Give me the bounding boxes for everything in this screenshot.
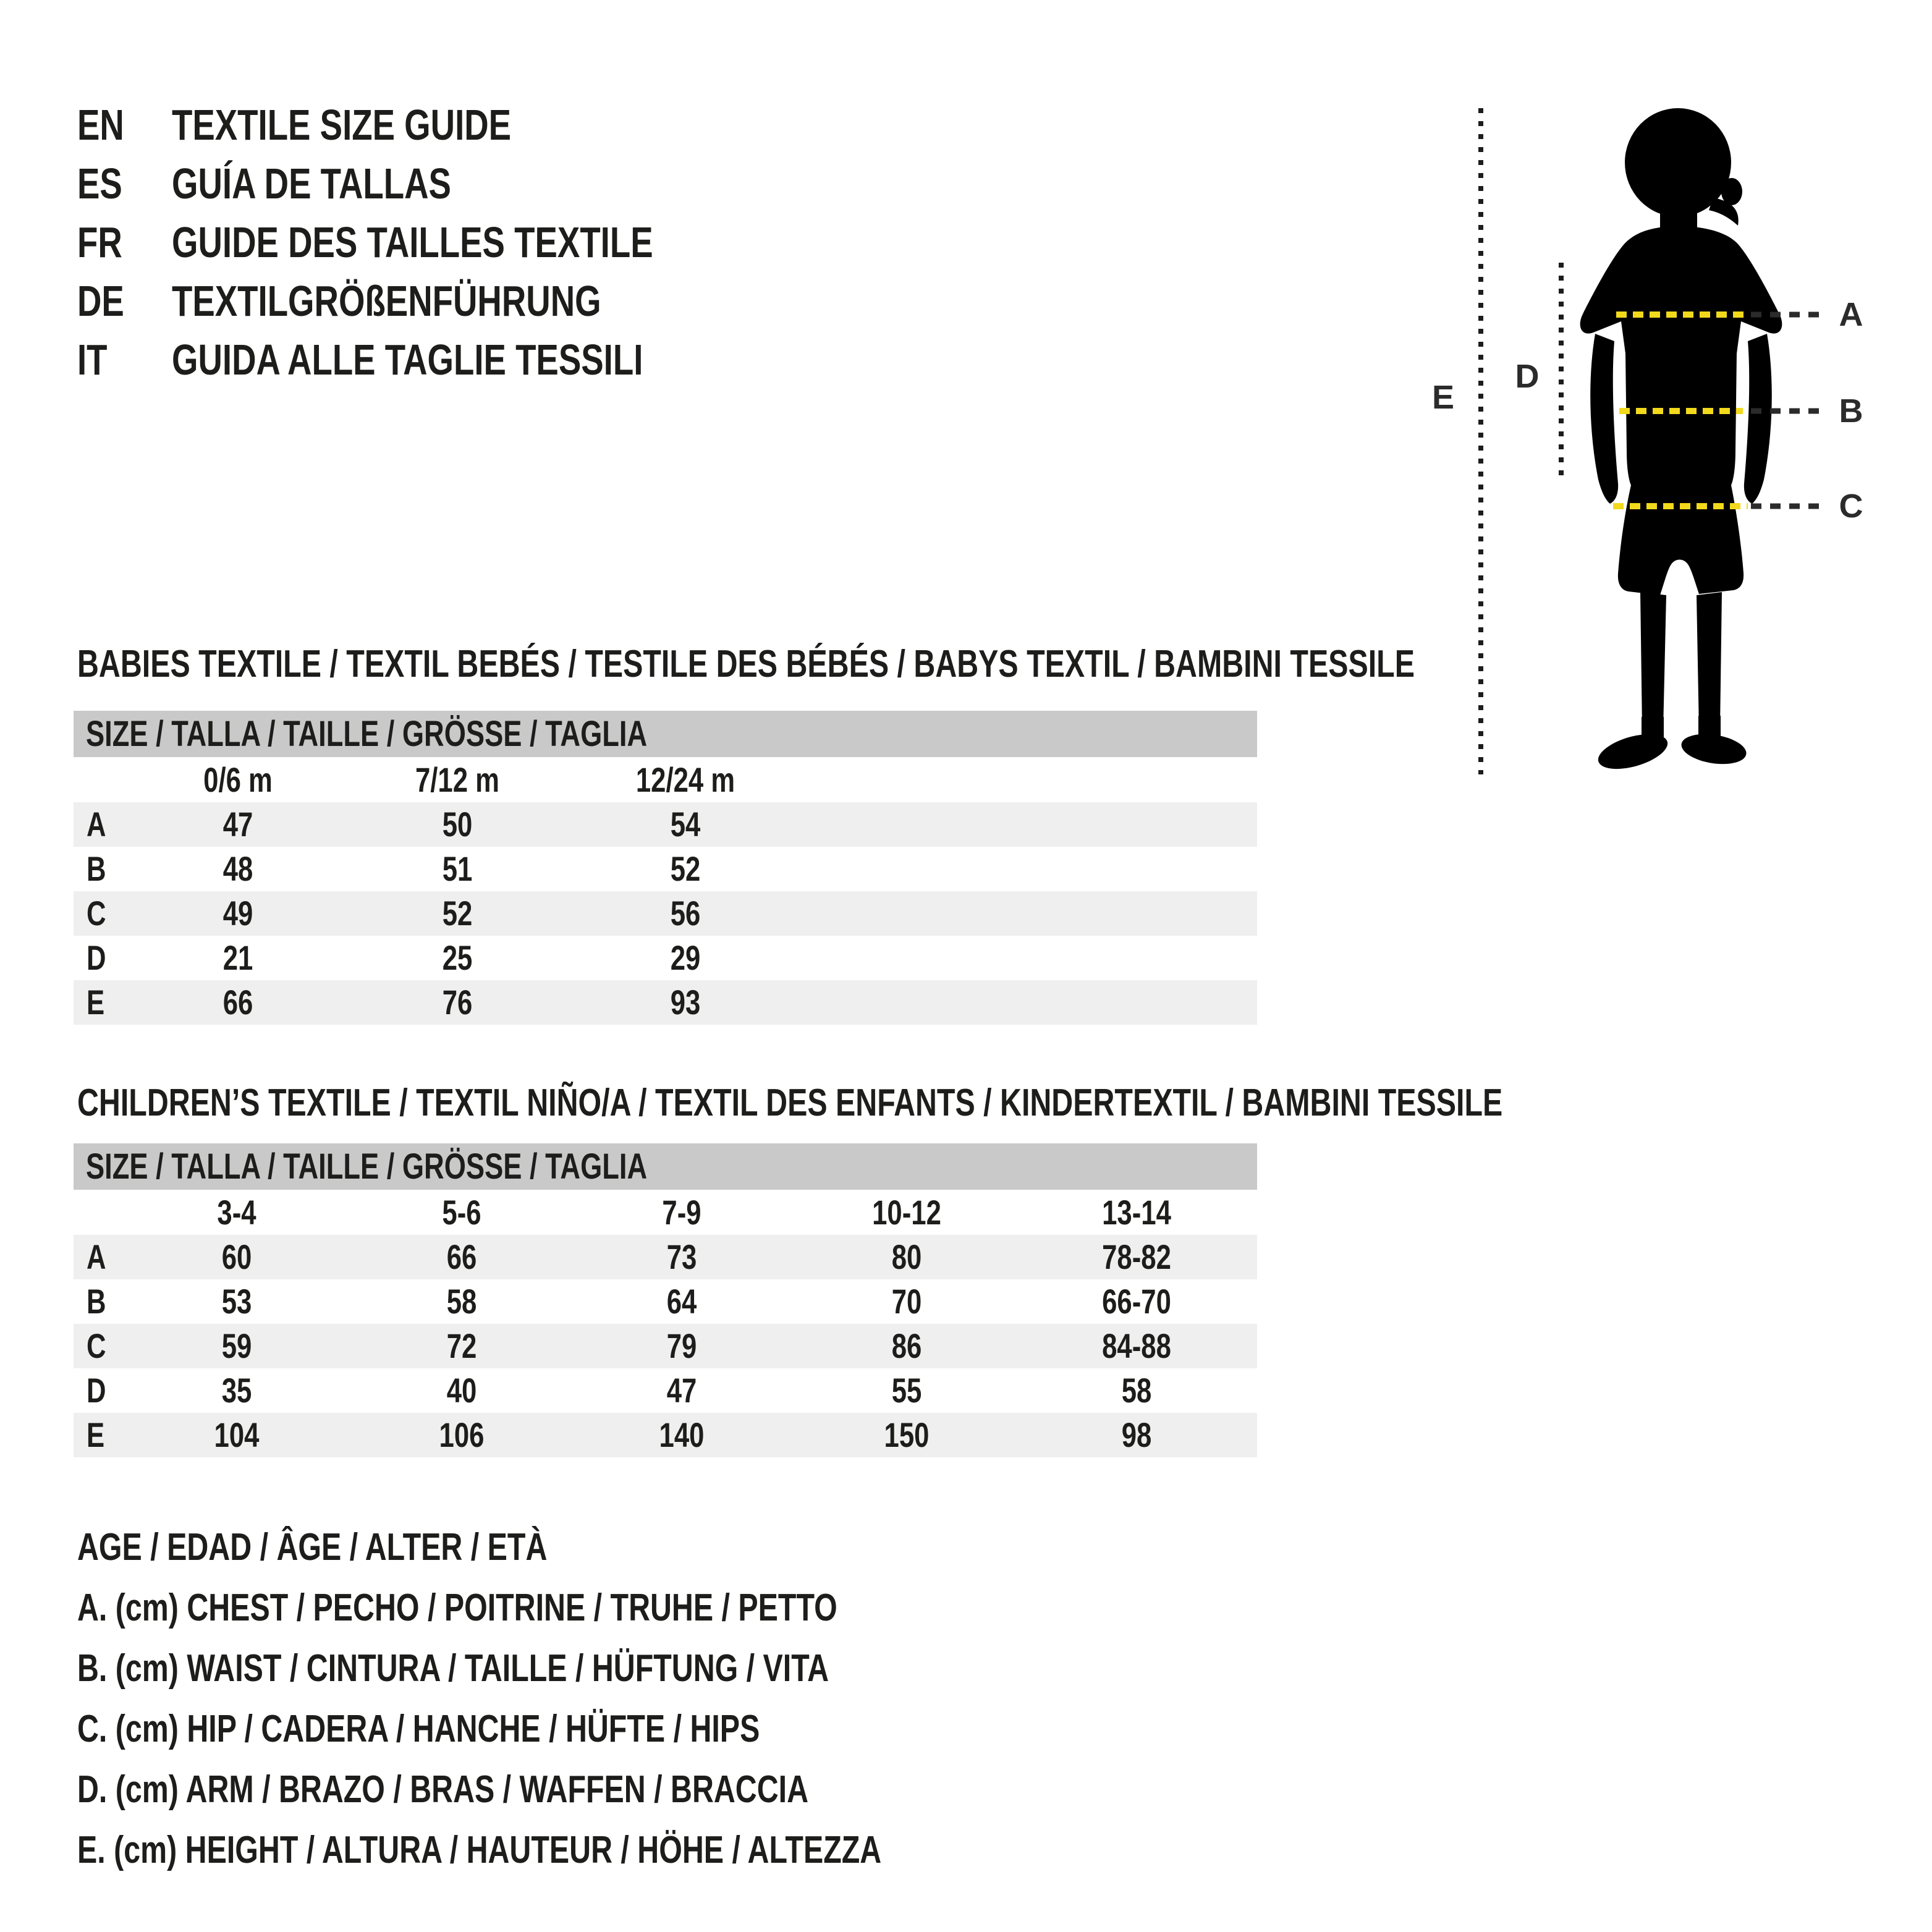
- cell: 47: [666, 1371, 697, 1410]
- cell: 51: [442, 849, 473, 888]
- table-row-a: [74, 802, 1257, 847]
- cell: 76: [442, 983, 473, 1022]
- cell: 66: [222, 983, 253, 1022]
- column-header: 10-12: [872, 1193, 941, 1232]
- cell: 52: [670, 849, 701, 888]
- babies-section-title-text: BABIES TEXTILE / TEXTIL BEBÉS / TESTILE DES BÉBÉS / BABYS TEXTIL / BAMBINI TESSILE: [77, 643, 1415, 685]
- language-title: TEXTILGRÖßENFÜHRUNG: [172, 277, 601, 325]
- row-label: A: [87, 1237, 106, 1276]
- legend-text: E. (cm) HEIGHT / ALTURA / HAUTEUR / HÖHE / ALTEZZA: [77, 1829, 882, 1871]
- cell: 78-82: [1102, 1237, 1171, 1276]
- cell: 66: [446, 1237, 477, 1276]
- size-header-bar: [74, 711, 1257, 757]
- cell: 21: [222, 938, 253, 977]
- column-header: 12/24 m: [635, 760, 735, 799]
- cell: 104: [214, 1415, 260, 1454]
- measure-label-a: A: [1839, 296, 1863, 333]
- children-section-title: [77, 1082, 1905, 1125]
- table-row-b: [74, 847, 1257, 891]
- row-label: C: [87, 894, 106, 933]
- cell: 106: [439, 1415, 485, 1454]
- row-label: E: [87, 983, 105, 1022]
- cell: 40: [446, 1371, 477, 1410]
- cell: 49: [222, 894, 253, 933]
- language-title: GUIDA ALLE TAGLIE TESSILI: [172, 336, 643, 384]
- size-header-label: SIZE / TALLA / TAILLE / GRÖSSE / TAGLIA: [86, 714, 648, 754]
- silhouette-right-shoe: [1679, 730, 1748, 768]
- legend-text: B. (cm) WAIST / CINTURA / TAILLE / HÜFTUNG / VITA: [77, 1647, 829, 1690]
- table-row-d: [74, 1368, 1257, 1413]
- cell: 47: [222, 805, 253, 844]
- silhouette-right-arm: [1744, 334, 1772, 504]
- table-row-a: [74, 1235, 1257, 1279]
- cell: 58: [1121, 1371, 1152, 1410]
- measure-label-b: B: [1839, 392, 1863, 430]
- row-label: C: [87, 1326, 106, 1365]
- legend-line-hip: [77, 1699, 952, 1760]
- table-row-e: [74, 980, 1257, 1025]
- language-code: DE: [77, 277, 124, 325]
- silhouette-shorts: [1618, 485, 1743, 595]
- babies-section-title: [77, 643, 1792, 686]
- language-code: ES: [77, 159, 122, 208]
- cell: 52: [442, 894, 473, 933]
- cell: 66-70: [1102, 1282, 1171, 1321]
- legend-line-waist: [77, 1638, 1041, 1699]
- measure-label-c: C: [1839, 488, 1863, 525]
- children-section-title-text: CHILDREN’S TEXTILE / TEXTIL NIÑO/A / TEXTIL DES ENFANTS / KINDERTEXTIL / BAMBINI TESSILE: [77, 1082, 1503, 1124]
- cell: 150: [884, 1415, 930, 1454]
- row-label: B: [87, 849, 106, 888]
- babies-column-headers: [74, 757, 1257, 802]
- cell: 86: [891, 1326, 922, 1365]
- silhouette-left-arm: [1590, 334, 1618, 504]
- language-code: IT: [77, 336, 108, 384]
- legend-line-arm: [77, 1760, 1015, 1820]
- measure-label-d: D: [1515, 358, 1540, 395]
- language-code: EN: [77, 101, 124, 149]
- cell: 29: [670, 938, 701, 977]
- row-label: D: [87, 1371, 106, 1410]
- table-row-b: [74, 1279, 1257, 1324]
- language-title: TEXTILE SIZE GUIDE: [172, 101, 512, 149]
- legend-text: AGE / EDAD / ÂGE / ALTER / ETÀ: [77, 1526, 548, 1569]
- legend-text: C. (cm) HIP / CADERA / HANCHE / HÜFTE / HIPS: [77, 1708, 760, 1750]
- cell: 53: [221, 1282, 252, 1321]
- cell: 64: [666, 1282, 697, 1321]
- measure-label-e: E: [1431, 379, 1455, 416]
- cell: 98: [1121, 1415, 1152, 1454]
- legend-line-height: [77, 1820, 1108, 1881]
- cell: 73: [666, 1237, 697, 1276]
- size-header-label: SIZE / TALLA / TAILLE / GRÖSSE / TAGLIA: [86, 1146, 648, 1187]
- language-code: FR: [77, 218, 122, 266]
- size-header-bar: [74, 1143, 1257, 1190]
- legend-line-age: [77, 1517, 680, 1578]
- table-row-c: [74, 891, 1257, 936]
- row-label: A: [87, 805, 106, 844]
- cell: 54: [670, 805, 701, 844]
- row-label: E: [87, 1415, 105, 1454]
- cell: 25: [442, 938, 473, 977]
- cell: 55: [891, 1371, 922, 1410]
- column-header: 7/12 m: [415, 760, 499, 799]
- cell: 58: [446, 1282, 477, 1321]
- cell: 35: [221, 1371, 252, 1410]
- cell: 79: [666, 1326, 697, 1365]
- table-row-e: [74, 1413, 1257, 1457]
- cell: 80: [891, 1237, 922, 1276]
- cell: 50: [442, 805, 473, 844]
- column-header: 7-9: [662, 1193, 701, 1232]
- row-label: D: [87, 938, 106, 977]
- table-row-d: [74, 936, 1257, 980]
- language-title: GUIDE DES TAILLES TEXTILE: [172, 218, 653, 266]
- cell: 140: [659, 1415, 705, 1454]
- column-header: 3-4: [217, 1193, 256, 1232]
- legend-text: A. (cm) CHEST / PECHO / POITRINE / TRUHE / PETTO: [77, 1587, 837, 1629]
- cell: 84-88: [1102, 1326, 1171, 1365]
- row-label: B: [87, 1282, 106, 1321]
- cell: 72: [446, 1326, 477, 1365]
- cell: 60: [221, 1237, 252, 1276]
- cell: 70: [891, 1282, 922, 1321]
- cell: 56: [670, 894, 701, 933]
- children-column-headers: [74, 1190, 1257, 1235]
- column-header: 0/6 m: [203, 760, 273, 799]
- legend-line-chest: [77, 1578, 1052, 1638]
- cell: 93: [670, 983, 701, 1022]
- cell: 48: [222, 849, 253, 888]
- legend-text: D. (cm) ARM / BRAZO / BRAS / WAFFEN / BRACCIA: [77, 1768, 809, 1811]
- language-title: GUÍA DE TALLAS: [172, 159, 451, 208]
- column-header: 5-6: [442, 1193, 481, 1232]
- table-row-c: [74, 1324, 1257, 1368]
- cell: 59: [221, 1326, 252, 1365]
- column-header: 13-14: [1102, 1193, 1171, 1232]
- child-silhouette-figure: [1409, 93, 1932, 791]
